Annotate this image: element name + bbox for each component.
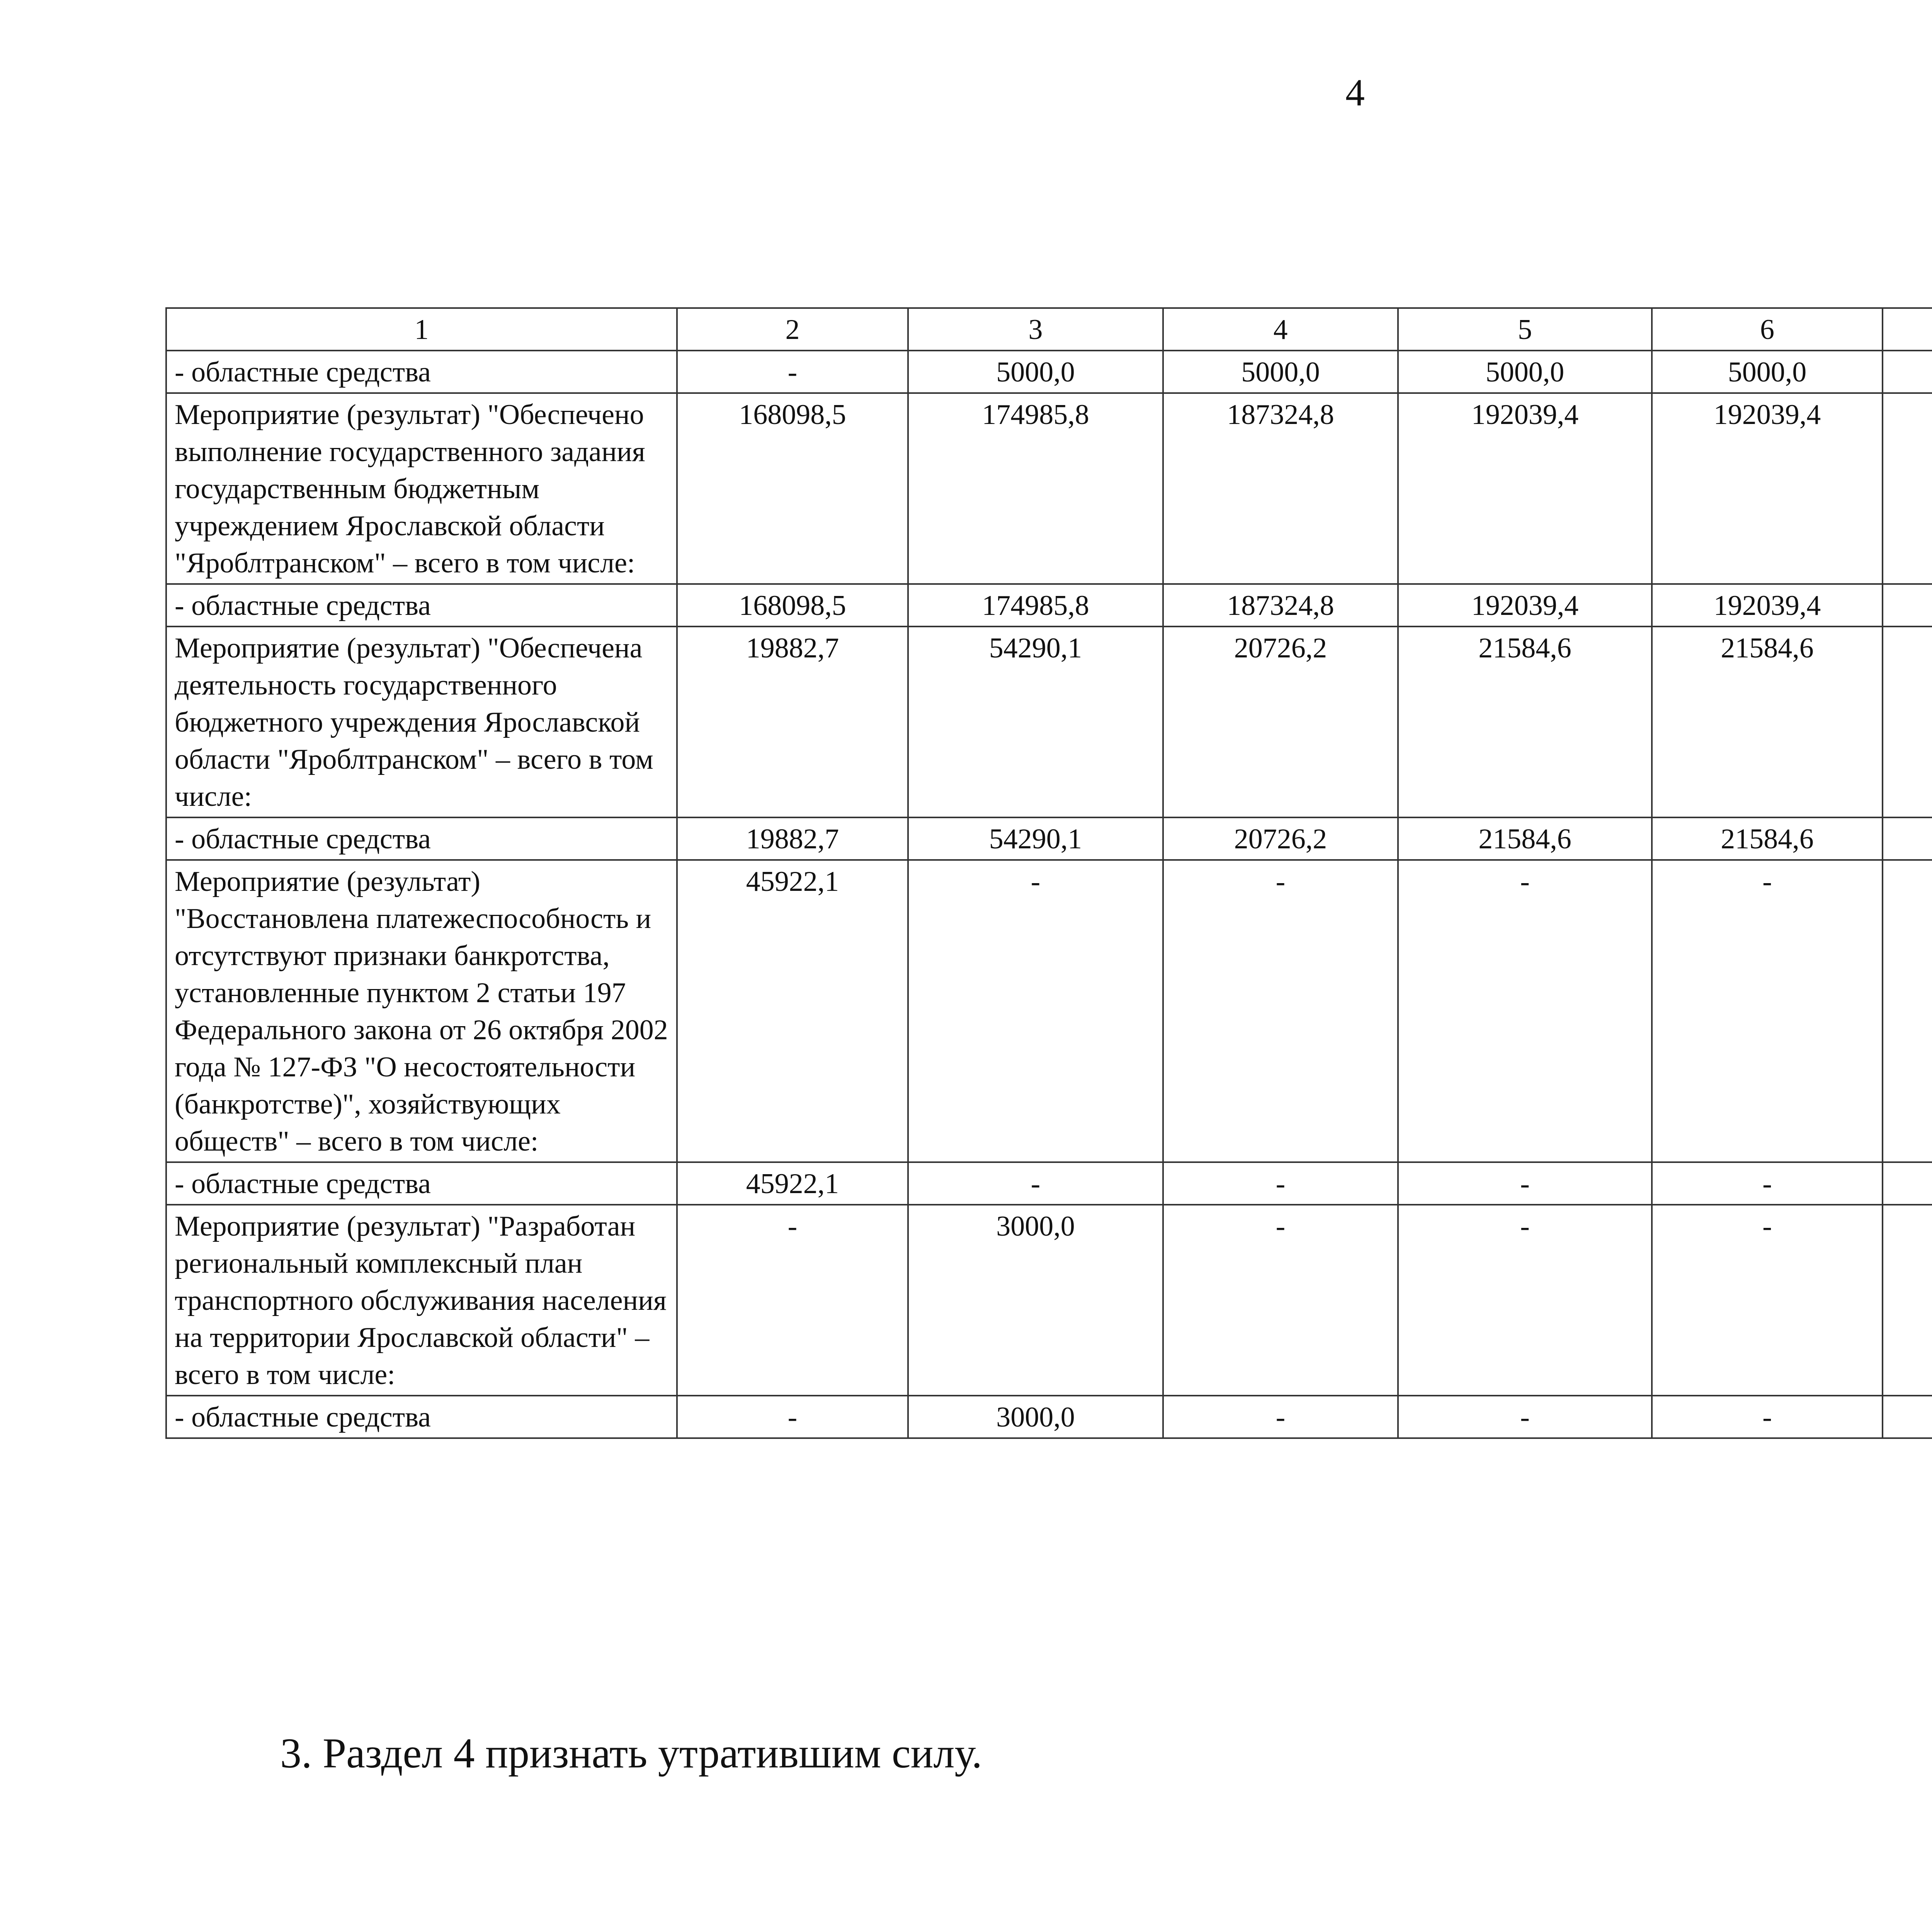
column-header: 1 <box>166 308 677 351</box>
cell-value: 19882,7 <box>677 627 908 817</box>
column-header: 3 <box>908 308 1163 351</box>
clause-number: 3. <box>280 1730 312 1777</box>
cell-value <box>1883 584 1932 627</box>
cell-value <box>1883 817 1932 860</box>
cell-value: 21584,6 <box>1652 627 1883 817</box>
cell-value: - <box>1652 1205 1883 1396</box>
cell-value: - <box>1398 1396 1652 1438</box>
cell-value: 187324,8 <box>1163 584 1398 627</box>
table-row <box>166 1396 1932 1438</box>
row-label: - областные средства <box>166 584 677 627</box>
column-header: 5 <box>1398 308 1652 351</box>
cell-value: 19882,7 <box>677 817 908 860</box>
cell-value: - <box>1652 1162 1883 1205</box>
cell-value: 174985,8 <box>908 584 1163 627</box>
cell-value: - <box>1398 1205 1652 1396</box>
cell-value: 192039,4 <box>1398 393 1652 584</box>
cell-value: 5000,0 <box>1163 351 1398 393</box>
cell-value: - <box>1398 860 1652 1162</box>
cell-value <box>1883 1396 1932 1438</box>
row-label: Мероприятие (результат) "Восстановлена платежеспособность и отсутствуют признаки банкротства, установленные пунктом 2 статьи 197 Федерального закона от 26 октября 2002 года № 127-ФЗ "О несостоятельности (банкротстве)", хозяйствующих обществ" – всего в том числе: <box>166 860 677 1162</box>
cell-value <box>1883 1162 1932 1205</box>
table-row <box>166 817 1932 860</box>
cell-value: 3000,0 <box>908 1396 1163 1438</box>
cell-value: 45922,1 <box>677 1162 908 1205</box>
table-row <box>166 860 1932 1162</box>
cell-value: 20726,2 <box>1163 627 1398 817</box>
cell-value: 3000,0 <box>908 1205 1163 1396</box>
table-row <box>166 351 1932 393</box>
cell-value: 5000,0 <box>908 351 1163 393</box>
cell-value: 192039,4 <box>1652 584 1883 627</box>
row-label: - областные средства <box>166 1396 677 1438</box>
cell-value: 5000,0 <box>1398 351 1652 393</box>
table-row <box>166 1162 1932 1205</box>
column-header: 4 <box>1163 308 1398 351</box>
cell-value: 168098,5 <box>677 584 908 627</box>
cell-value: - <box>677 1396 908 1438</box>
cell-value <box>1883 860 1932 1162</box>
cell-value: - <box>677 1205 908 1396</box>
cell-value: - <box>1652 860 1883 1162</box>
cell-value: 192039,4 <box>1652 393 1883 584</box>
cell-value: 21584,6 <box>1398 627 1652 817</box>
cell-value: 54290,1 <box>908 817 1163 860</box>
cell-value: - <box>1163 1205 1398 1396</box>
budget-table <box>165 307 1932 1439</box>
row-label: Мероприятие (результат) "Разработан региональный комплексный план транспортного обслуживания населения на территории Ярославской области" – всего в том числе: <box>166 1205 677 1396</box>
cell-value: 174985,8 <box>908 393 1163 584</box>
cell-value: - <box>908 1162 1163 1205</box>
cell-value: 168098,5 <box>677 393 908 584</box>
cell-value: - <box>1652 1396 1883 1438</box>
page-number: 4 <box>1345 71 1365 114</box>
cell-value: 5000,0 <box>1652 351 1883 393</box>
cell-value <box>1883 627 1932 817</box>
cell-value: 45922,1 <box>677 860 908 1162</box>
row-label: Мероприятие (результат) "Обеспечено выполнение государственного задания государственным бюджетным учреждением Ярославской области "Яроблтранском" – всего в том числе: <box>166 393 677 584</box>
cell-value: 20726,2 <box>1163 817 1398 860</box>
column-header <box>1883 308 1932 351</box>
footer-clause <box>280 1728 982 1779</box>
cell-value <box>1883 351 1932 393</box>
column-number-row <box>166 308 1932 351</box>
table-row <box>166 1205 1932 1396</box>
row-label: - областные средства <box>166 817 677 860</box>
table-row <box>166 393 1932 584</box>
cell-value: 187324,8 <box>1163 393 1398 584</box>
cell-value: 54290,1 <box>908 627 1163 817</box>
column-header: 6 <box>1652 308 1883 351</box>
cell-value: - <box>1163 860 1398 1162</box>
cell-value <box>1883 1205 1932 1396</box>
row-label: - областные средства <box>166 351 677 393</box>
cell-value: - <box>1163 1396 1398 1438</box>
cell-value <box>1883 393 1932 584</box>
row-label: Мероприятие (результат) "Обеспечена деятельность государственного бюджетного учреждения Ярославской области "Яроблтранском" – всего в том числе: <box>166 627 677 817</box>
cell-value: - <box>1163 1162 1398 1205</box>
clause-text: Раздел 4 признать утратившим силу. <box>323 1730 982 1777</box>
column-header: 2 <box>677 308 908 351</box>
table-row <box>166 627 1932 817</box>
row-label: - областные средства <box>166 1162 677 1205</box>
cell-value: - <box>1398 1162 1652 1205</box>
cell-value: 192039,4 <box>1398 584 1652 627</box>
cell-value: - <box>677 351 908 393</box>
cell-value: - <box>908 860 1163 1162</box>
cell-value: 21584,6 <box>1652 817 1883 860</box>
table-row <box>166 584 1932 627</box>
cell-value: 21584,6 <box>1398 817 1652 860</box>
